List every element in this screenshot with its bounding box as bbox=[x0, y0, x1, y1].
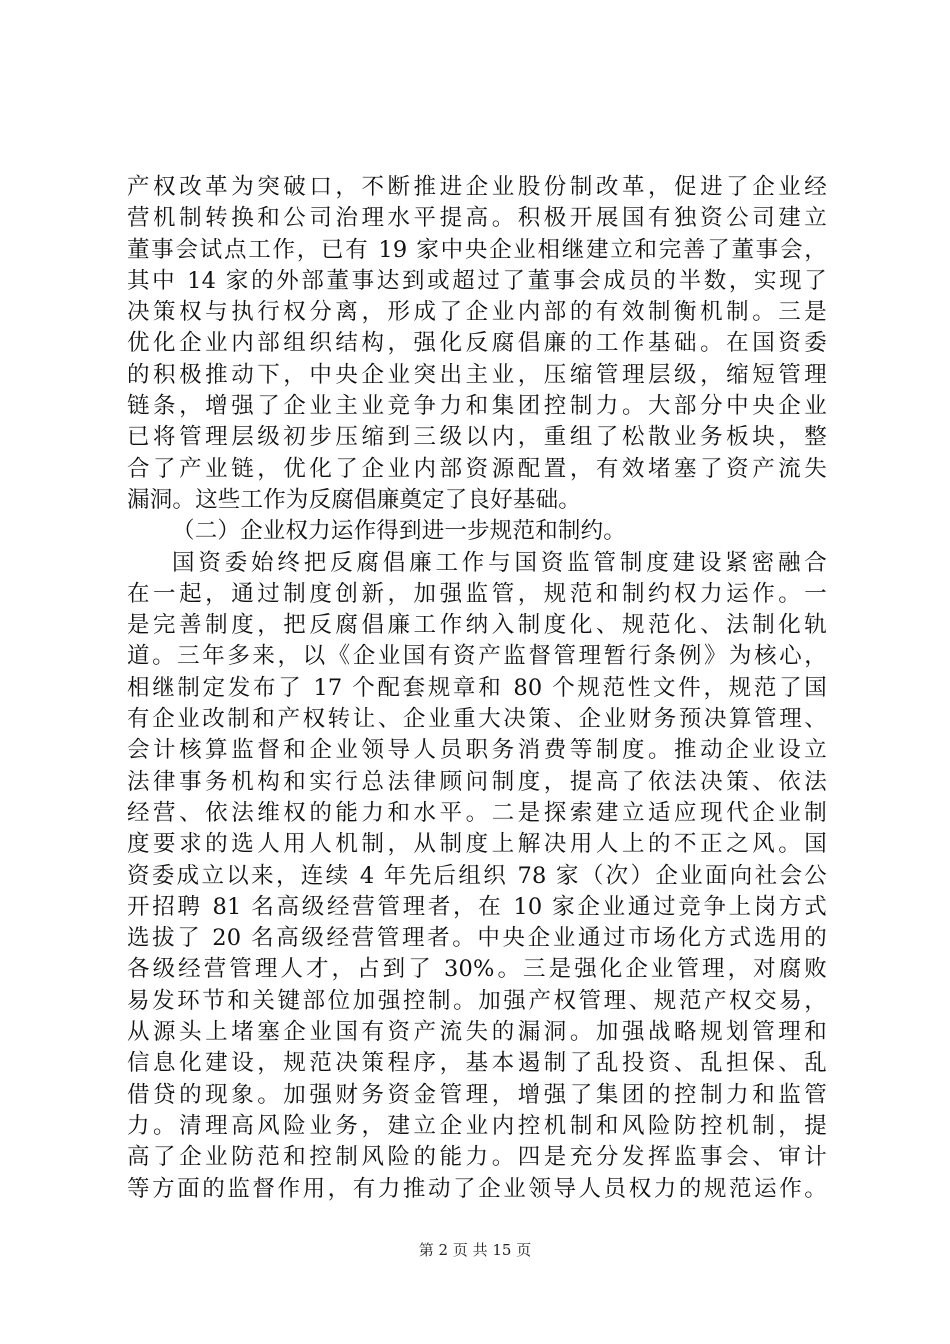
body-line: 营机制转换和公司治理水平提高。积极开展国有独资公司建立 bbox=[127, 205, 827, 232]
page-number-label: 第 2 页 共 15 页 bbox=[418, 1241, 532, 1259]
body-line: 资委成立以来，连续 4 年先后组织 78 家（次）企业面向社会公 bbox=[127, 862, 827, 889]
body-line: 借贷的现象。加强财务资金管理，增强了集团的控制力和监管 bbox=[127, 1081, 827, 1108]
body-line: 产权改革为突破口，不断推进企业股份制改革，促进了企业经 bbox=[127, 174, 827, 200]
body-line: 的积极推动下，中央企业突出主业，压缩管理层级，缩短管理 bbox=[127, 361, 827, 388]
body-line: 高了企业防范和控制风险的能力。四是充分发挥监事会、审计 bbox=[127, 1144, 827, 1171]
body-line: 易发环节和关键部位加强控制。加强产权管理、规范产权交易， bbox=[127, 987, 827, 1014]
body-line: 道。三年多来，以《企业国有资产监督管理暂行条例》为核心， bbox=[127, 643, 827, 670]
document-body bbox=[127, 172, 827, 1205]
body-line: 优化企业内部组织结构，强化反腐倡廉的工作基础。在国资委 bbox=[127, 330, 827, 357]
body-line: 开招聘 81 名高级经营管理者，在 10 家企业通过竞争上岗方式 bbox=[127, 893, 827, 920]
body-line: 各级经营管理人才，占到了 30%。三是强化企业管理，对腐败 bbox=[127, 956, 827, 983]
body-line: 在一起，通过制度创新，加强监管，规范和制约权力运作。一 bbox=[127, 580, 827, 607]
body-line: 已将管理层级初步压缩到三级以内，重组了松散业务板块，整 bbox=[127, 424, 827, 451]
page-footer bbox=[0, 1240, 950, 1260]
body-line: 力。清理高风险业务，建立企业内控机制和风险防控机制，提 bbox=[127, 1112, 827, 1139]
body-line: 法律事务机构和实行总法律顾问制度，提高了依法决策、依法 bbox=[127, 768, 827, 795]
body-line: 度要求的选人用人机制，从制度上解决用人上的不正之风。国 bbox=[127, 831, 827, 858]
body-line: 漏洞。这些工作为反腐倡廉奠定了良好基础。 bbox=[127, 486, 582, 513]
body-line: 链条，增强了企业主业竞争力和集团控制力。大部分中央企业 bbox=[127, 393, 827, 420]
section-heading: （二）企业权力运作得到进一步规范和制约。 bbox=[172, 518, 627, 545]
body-line: 合了产业链，优化了企业内部资源配置，有效堵塞了资产流失 bbox=[127, 455, 827, 482]
body-line: 是完善制度，把反腐倡廉工作纳入制度化、规范化、法制化轨 bbox=[127, 612, 827, 639]
body-line: 其中 14 家的外部董事达到或超过了董事会成员的半数，实现了 bbox=[127, 267, 827, 294]
body-line: 国资委始终把反腐倡廉工作与国资监管制度建设紧密融合 bbox=[172, 549, 827, 576]
body-line: 决策权与执行权分离，形成了企业内部的有效制衡机制。三是 bbox=[127, 299, 827, 326]
body-line: 有企业改制和产权转让、企业重大决策、企业财务预决算管理、 bbox=[127, 706, 827, 733]
body-line: 信息化建设，规范决策程序，基本遏制了乱投资、乱担保、乱 bbox=[127, 1050, 827, 1077]
body-line: 董事会试点工作，已有 19 家中央企业相继建立和完善了董事会， bbox=[127, 236, 827, 263]
body-line: 经营、依法维权的能力和水平。二是探索建立适应现代企业制 bbox=[127, 799, 827, 826]
body-line: 从源头上堵塞企业国有资产流失的漏洞。加强战略规划管理和 bbox=[127, 1019, 827, 1046]
body-line: 会计核算监督和企业领导人员职务消费等制度。推动企业设立 bbox=[127, 737, 827, 764]
body-line: 等方面的监督作用，有力推动了企业领导人员权力的规范运作。 bbox=[127, 1175, 827, 1202]
body-line: 选拔了 20 名高级经营管理者。中央企业通过市场化方式选用的 bbox=[127, 925, 827, 952]
body-line: 相继制定发布了 17 个配套规章和 80 个规范性文件，规范了国 bbox=[127, 674, 827, 701]
